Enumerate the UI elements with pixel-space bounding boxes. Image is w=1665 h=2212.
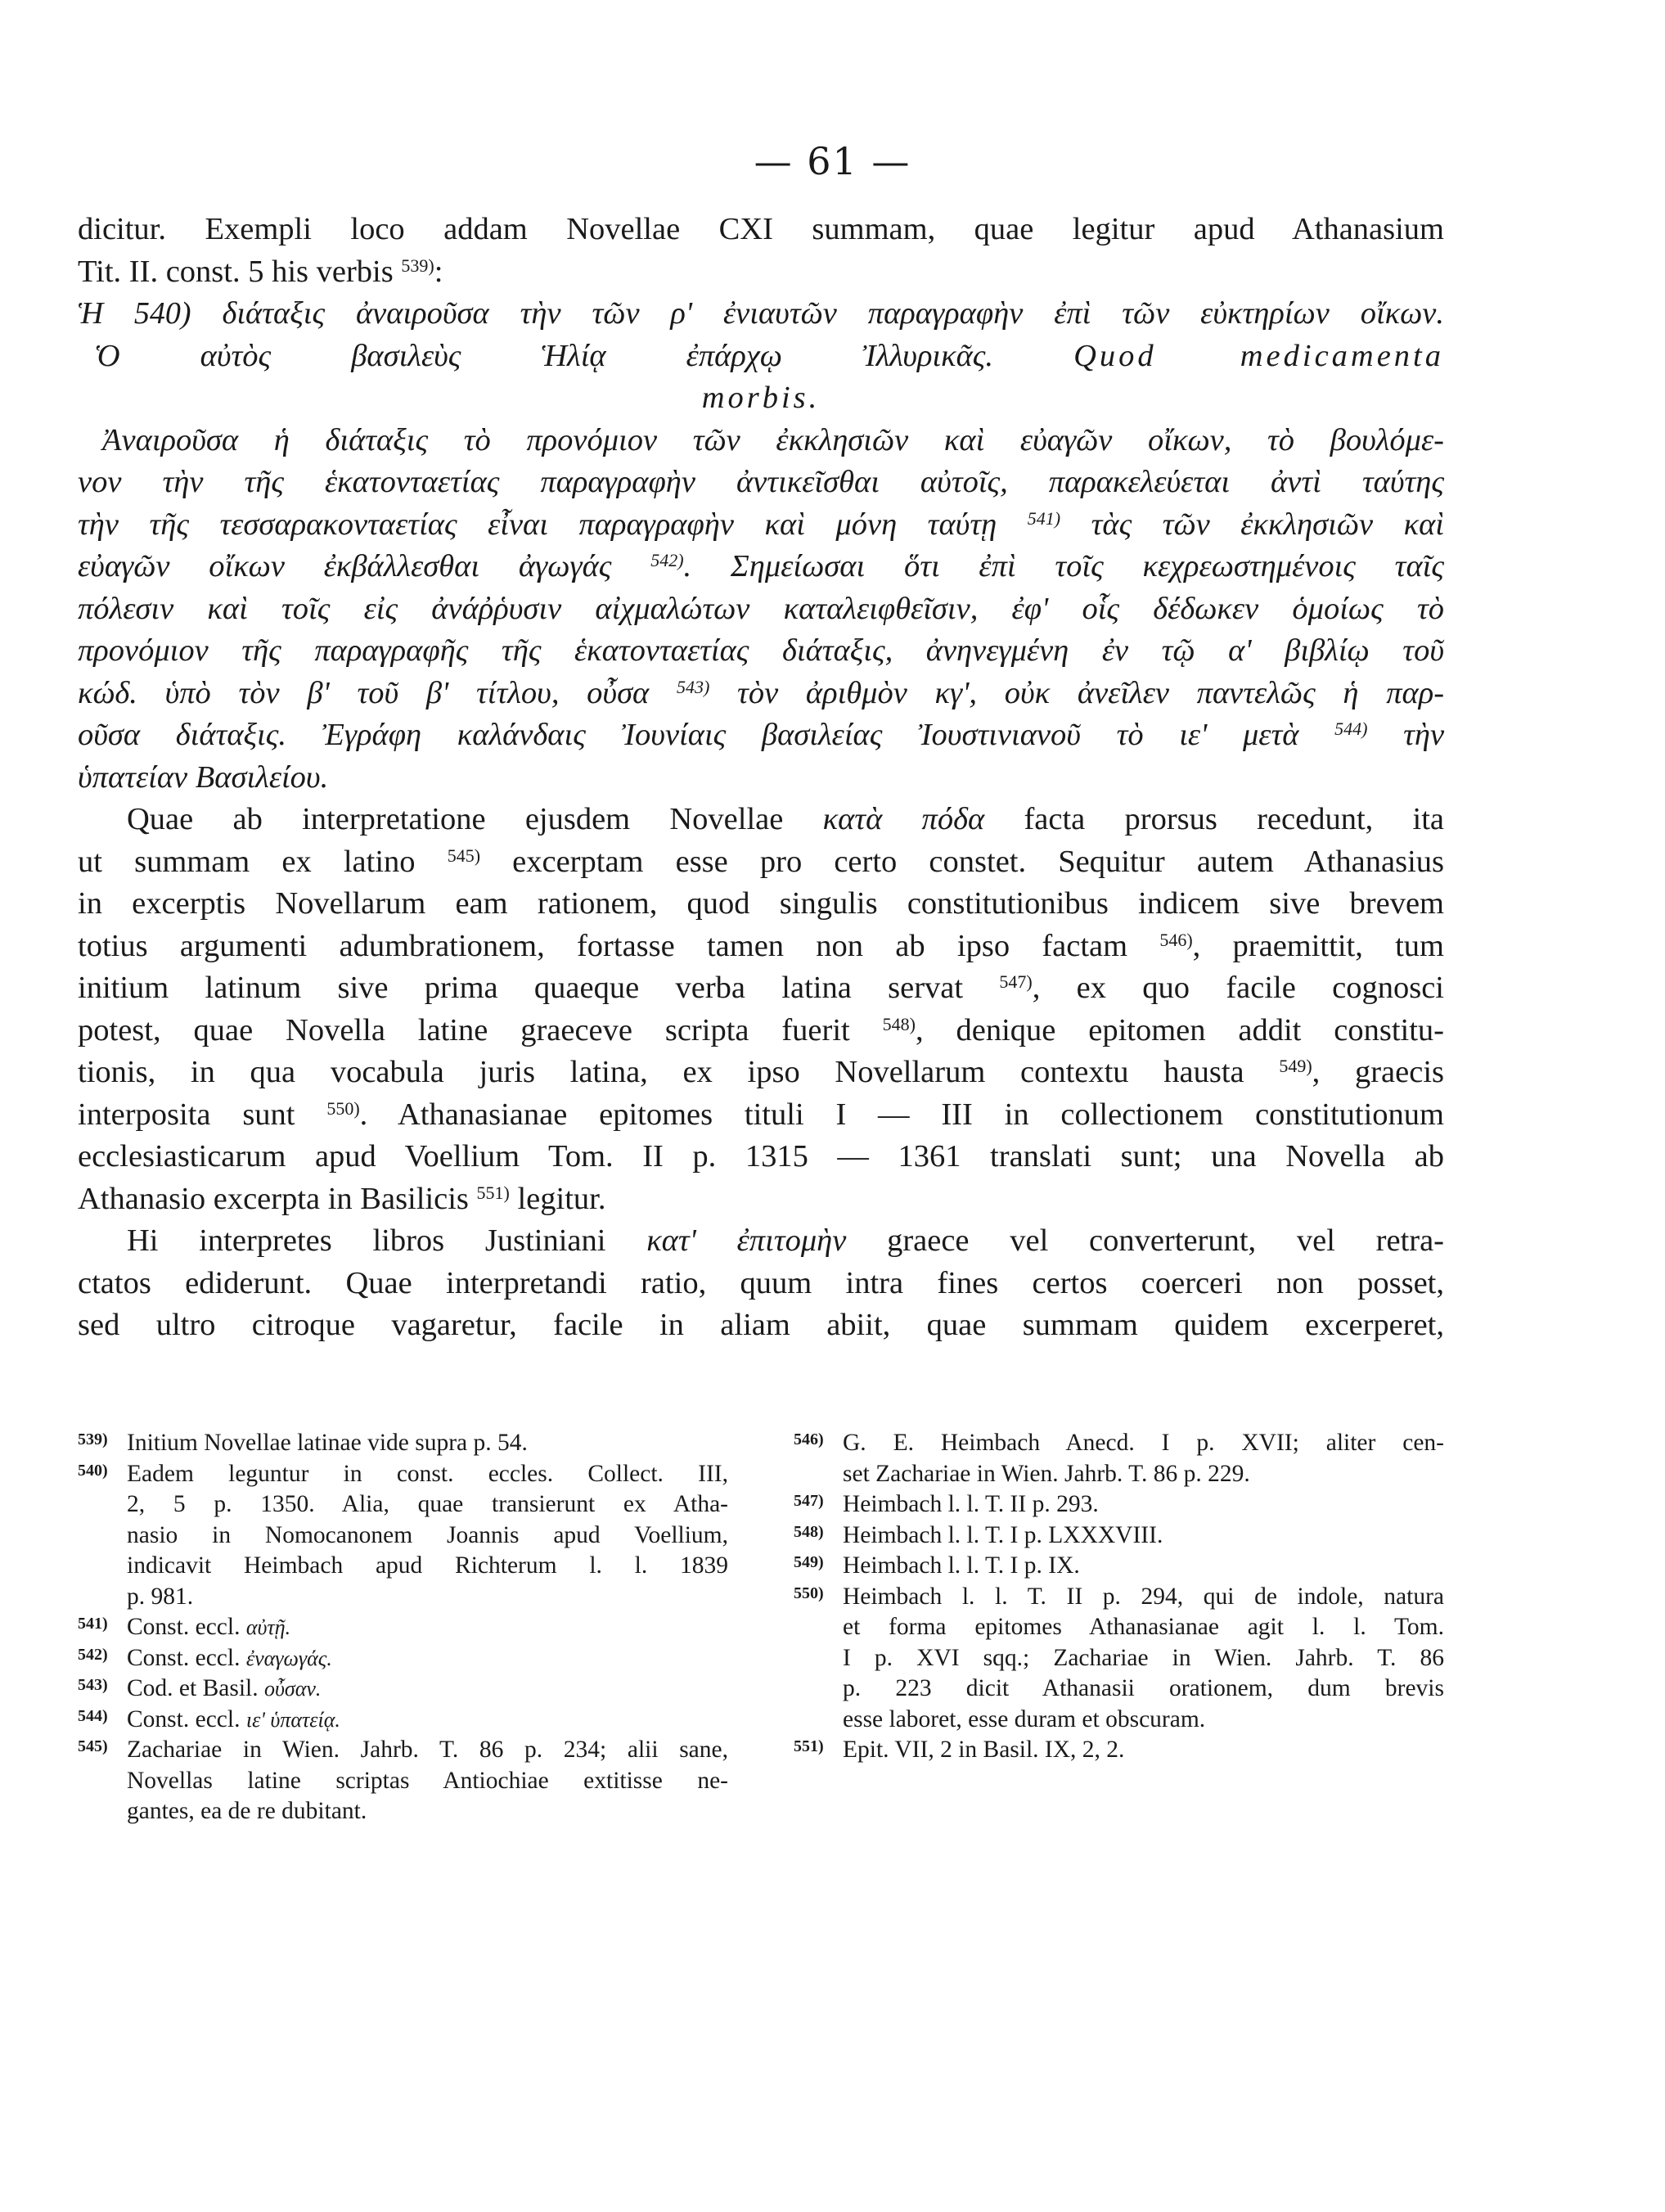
- footnote-line: G. E. Heimbach Anecd. I p. XVII; aliter cen-: [843, 1430, 1444, 1456]
- footnotes-left-column: [78, 1428, 728, 1827]
- footnote-line: Zachariae in Wien. Jahrb. T. 86 p. 234; alii sane,: [127, 1737, 728, 1763]
- footnote-line: Heimbach l. l. T. II p. 293.: [843, 1491, 1099, 1517]
- footnote-line: Eadem leguntur in const. eccles. Collect. III,: [127, 1460, 728, 1487]
- text-line: νον τὴν τῆς ἑκατονταετίας παραγραφὴν ἀντικεῖσθαι αὐτοῖς, παρακελεύεται ἀντὶ ταύτης: [78, 465, 1444, 499]
- footnote-number: 544): [78, 1706, 108, 1725]
- footnote-greek: ἐναγωγάς.: [245, 1646, 332, 1670]
- text-line: sed ultro citroque vagaretur, facile in aliam abiit, quae summam quidem excerperet,: [78, 1308, 1444, 1342]
- footnote-line: Cod. et Basil. οὖσαν.: [127, 1675, 322, 1701]
- footnote: [78, 1674, 728, 1705]
- footnote-greek: αὐτῇ.: [245, 1615, 291, 1639]
- footnote-line: Const. eccl. αὐτῇ.: [127, 1614, 291, 1640]
- footnote: [78, 1735, 728, 1827]
- footnote-line: gantes, ea de re dubitant.: [127, 1798, 367, 1824]
- footnote-line: Heimbach l. l. T. I p. IX.: [843, 1552, 1080, 1579]
- text-line: Ἀναιροῦσα ἡ διάταξις τὸ προνόμιον τῶν ἐκκλησιῶν καὶ εὐαγῶν οἴκων, τὸ βουλόμε-: [102, 422, 1444, 457]
- footnote-line: Const. eccl. ἐναγωγάς.: [127, 1644, 332, 1671]
- text-line: dicitur. Exempli loco addam Novellae CXI summam, quae legitur apud Athanasium: [78, 212, 1444, 246]
- footnote-line: esse laboret, esse duram et obscuram.: [843, 1705, 1206, 1732]
- footnote: [794, 1489, 1444, 1520]
- text-line: Hi interpretes libros Justiniani κατ' ἐπιτομὴν graece vel converterunt, vel retra-: [127, 1223, 1445, 1258]
- footnote: [794, 1551, 1444, 1582]
- footnote-number: 542): [78, 1645, 108, 1664]
- footnote-number: 543): [78, 1676, 108, 1694]
- text-line: Ἡ 540) διάταξις ἀναιροῦσα τὴν τῶν ρ' ἐνιαυτῶν παραγραφὴν ἐπὶ τῶν εὐκτηρίων οἴκων.: [78, 296, 1445, 331]
- text-line: Quae ab interpretatione ejusdem Novellae κατὰ πόδα facta prorsus recedunt, ita: [127, 802, 1445, 836]
- footnote-line: I p. XVI sqq.; Zachariae in Wien. Jahrb. T. 86: [843, 1644, 1444, 1671]
- footnote-number: 541): [78, 1615, 108, 1633]
- footnote-line: Novellas latine scriptas Antiochiae extitisse ne-: [127, 1767, 728, 1794]
- footnote-line: et forma epitomes Athanasianae agit l. l. Tom.: [843, 1614, 1444, 1640]
- text-line: κώδ. ὑπὸ τὸν β' τοῦ β' τίτλου, οὖσα $^{543)}$ τὸν ἀριθμὸν κγ', οὐκ ἀνεῖλεν παντελῶς ἡ παρ-: [78, 675, 1445, 710]
- page-number: — 61 —: [754, 139, 911, 183]
- text-line: Tit. II. const. 5 his verbis $^{539)}$:: [78, 254, 443, 289]
- footnote: [794, 1428, 1444, 1489]
- footnote-number: 550): [794, 1584, 824, 1602]
- text-line: τὴν τῆς τεσσαρακονταετίας εἶναι παραγραφὴν καὶ μόνη ταύτῃ $^{541)}$ τὰς τῶν ἐκκλησιῶν καὶ: [78, 507, 1445, 542]
- text-line: in excerptis Novellarum eam rationem, quod singulis constitutionibus indicem sive brevem: [78, 886, 1444, 921]
- footnote: [78, 1459, 728, 1613]
- footnote: [78, 1612, 728, 1643]
- text-line: εὐαγῶν οἴκων ἐκβάλλεσθαι ἀγωγάς $^{542)}$. Σημείωσαι ὅτι ἐπὶ τοῖς κεχρεωστημένοις ταῖς: [78, 549, 1444, 583]
- footnote-line: Epit. VII, 2 in Basil. IX, 2, 2.: [843, 1737, 1125, 1763]
- footnote-number: 549): [794, 1553, 824, 1571]
- footnote-number: 540): [78, 1461, 108, 1480]
- footnote-number: 547): [794, 1492, 824, 1510]
- text-line: totius argumenti adumbrationem, fortasse tamen non ab ipso factam $^{546)}$, praemittit, tum: [78, 928, 1444, 963]
- text-line: ctatos ediderunt. Quae interpretandi ratio, quum intra fines certos coerceri non posset,: [78, 1265, 1444, 1300]
- footnote-number: 548): [794, 1522, 824, 1541]
- footnote: [794, 1582, 1444, 1736]
- text-line: ecclesiasticarum apud Voellium Tom. II p. 1315 — 1361 translati sunt; una Novella ab: [78, 1139, 1444, 1174]
- footnotes-right-column: [794, 1428, 1444, 1766]
- footnote-line: p. 981.: [127, 1583, 194, 1610]
- text-line: initium latinum sive prima quaeque verba latina servat $^{547)}$, ex quo facile cognosci: [78, 971, 1444, 1005]
- footnote-line: nasio in Nomocanonem Joannis apud Voellium,: [127, 1521, 728, 1548]
- text-line: προνόμιον τῆς παραγραφῆς τῆς ἑκατονταετίας διάταξις, ἀνηνεγμένη ἐν τῷ α' βιβλίῳ τοῦ: [78, 633, 1444, 668]
- text-line: ὑπατείαν Βασιλείου.: [78, 759, 329, 795]
- footnote-line: p. 223 dicit Athanasii orationem, dum brevis: [843, 1675, 1444, 1701]
- footnote: [794, 1520, 1444, 1552]
- footnote-number: 539): [78, 1430, 108, 1448]
- footnote-line: indicavit Heimbach apud Richterum l. l. 1839: [127, 1552, 728, 1579]
- footnote-line: Heimbach l. l. T. II p. 294, qui de indole, natura: [843, 1583, 1444, 1610]
- text-line: morbis.: [701, 381, 821, 415]
- text-line: interposita sunt $^{550)}$. Athanasianae epitomes tituli I — III in collectionem constitutionum: [78, 1097, 1445, 1132]
- footnote-line: Initium Novellae latinae vide supra p. 54.: [127, 1430, 528, 1456]
- footnote-greek: ιε' ὑπατείᾳ.: [245, 1707, 340, 1732]
- text-line: tionis, in qua vocabula juris latina, ex ipso Novellarum contextu hausta $^{549)}$, graecis: [78, 1055, 1444, 1089]
- footnote-line: Const. eccl. ιε' ὑπατείᾳ.: [127, 1705, 340, 1732]
- text-line: Ὁ αὐτὸς βασιλεὺς Ἡλίᾳ ἐπάρχῳ Ἰλλυρικᾶς. Quod medicamenta: [94, 338, 1445, 373]
- text-line: Athanasio excerpta in Basilicis $^{551)}$ legitur.: [78, 1181, 606, 1216]
- footnote-line: Heimbach l. l. T. I p. LXXXVIII.: [843, 1521, 1163, 1548]
- text-line: potest, quae Novella latine graeceve scripta fuerit $^{548)}$, denique epitomen addit constitu-: [78, 1012, 1444, 1047]
- footnote-number: 546): [794, 1430, 824, 1448]
- footnote-line: set Zachariae in Wien. Jahrb. T. 86 p. 229.: [843, 1460, 1250, 1487]
- text-line: οῦσα διάταξις. Ἐγράφη καλάνδαις Ἰουνίαις βασιλείας Ἰουστινιανοῦ τὸ ιε' μετὰ $^{544)}$ τὴν: [78, 718, 1445, 752]
- footnote-number: 545): [78, 1737, 108, 1755]
- footnote: [78, 1705, 728, 1736]
- text-line: ut summam ex latino $^{545)}$ excerptam esse pro certo constet. Sequitur autem Athanasius: [78, 844, 1445, 879]
- footnote-line: 2, 5 p. 1350. Alia, quae transierunt ex Atha-: [127, 1491, 728, 1517]
- footnote: [78, 1428, 728, 1459]
- text-line: πόλεσιν καὶ τοῖς εἰς ἀνάῤῥυσιν αἰχμαλώτων καταλειφθεῖσιν, ἐφ' οἷς δέδωκεν ὁμοίως τὸ: [78, 591, 1444, 626]
- main-text: [78, 209, 1444, 1347]
- footnote-greek: οὖσαν.: [263, 1677, 322, 1701]
- footnote-number: 551): [794, 1737, 824, 1755]
- footnote: [78, 1643, 728, 1674]
- footnote: [794, 1735, 1444, 1766]
